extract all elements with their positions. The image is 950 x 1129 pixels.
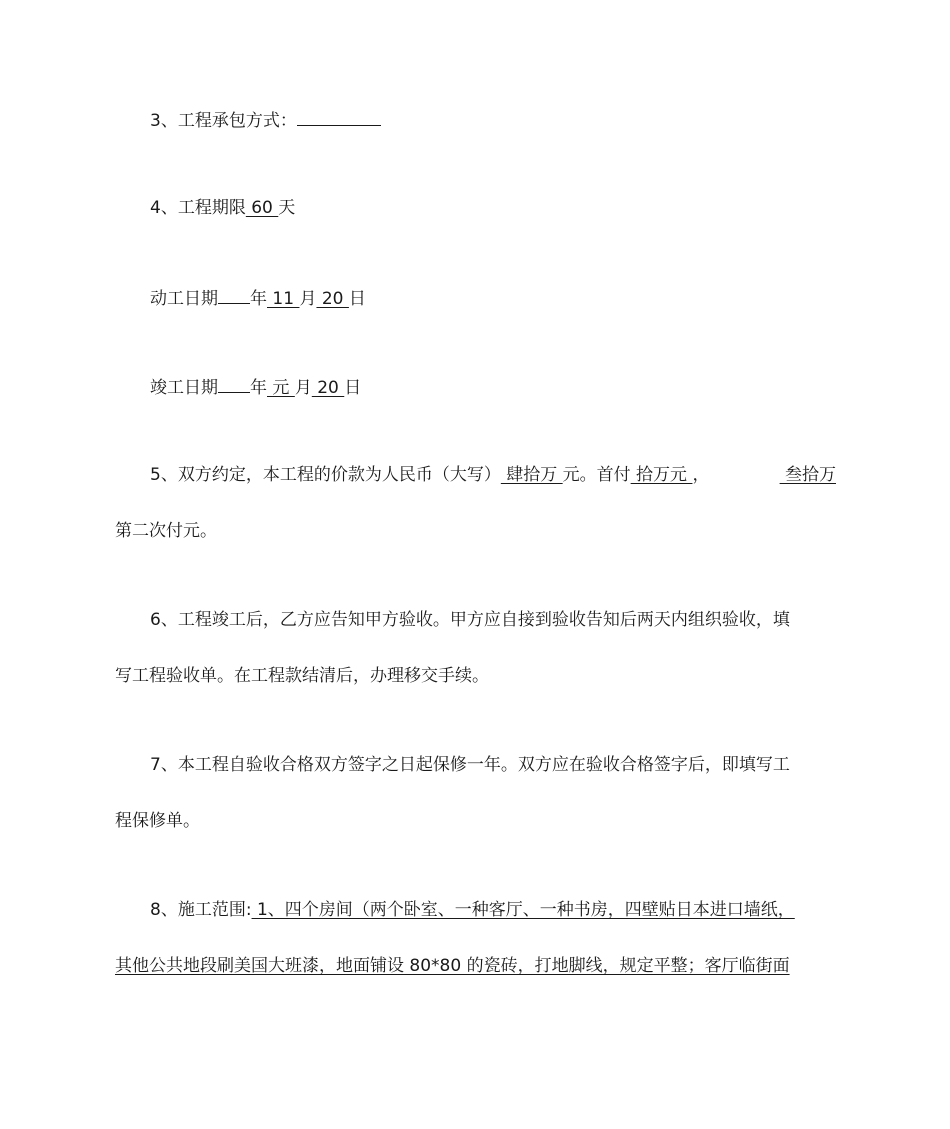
- item-4-line: [150, 197, 295, 219]
- duration-days-unit: 天: [278, 198, 296, 218]
- second-payment-value[interactable]: 叁拾万: [779, 465, 836, 485]
- start-year-blank[interactable]: [218, 286, 250, 304]
- item-8-label: 8、施工范围:: [150, 900, 252, 920]
- start-month-unit: 月: [299, 289, 317, 309]
- price-amount-value[interactable]: 肆拾万: [500, 465, 563, 485]
- end-year-blank[interactable]: [218, 375, 250, 393]
- item-8-line-2: [115, 955, 790, 977]
- item-5-line-2: 第二次付元。: [115, 521, 217, 541]
- start-month-value[interactable]: 11: [267, 289, 300, 309]
- construction-scope-line-2: 其他公共地段刷美国大班漆，地面铺设 80*80 的瓷砖，打地脚线，规定平整；客厅临街面: [115, 956, 790, 976]
- item-3-line: [150, 108, 381, 130]
- item-7-line-1: 7、本工程自验收合格双方签字之日起保修一年。双方应在验收合格签字后，即填写工: [150, 755, 790, 775]
- end-date-line: [150, 375, 361, 397]
- start-date-label: 动工日期: [150, 289, 218, 309]
- start-date-line: [150, 286, 366, 308]
- end-day-value[interactable]: 20: [311, 378, 345, 398]
- start-day-unit: 日: [348, 289, 366, 309]
- item-3-label: 3、工程承包方式：: [150, 111, 297, 131]
- end-day-unit: 日: [344, 378, 362, 398]
- item-5-line-1: [150, 464, 836, 486]
- item-7-line-2: 程保修单。: [115, 811, 200, 831]
- start-day-value[interactable]: 20: [316, 289, 349, 309]
- item-6-line-1: 6、工程竣工后，乙方应告知甲方验收。甲方应自接到验收告知后两天内组织验收，填: [150, 610, 790, 630]
- item-6-line-2: 写工程验收单。在工程款结清后，办理移交手续。: [115, 666, 489, 686]
- contract-method-blank[interactable]: [297, 108, 381, 126]
- end-month-value[interactable]: 元: [267, 378, 295, 398]
- item-8-line-1: [150, 899, 795, 921]
- start-year-unit: 年: [250, 289, 267, 309]
- end-year-unit: 年: [250, 378, 267, 398]
- construction-scope-line-1: 1、四个房间（两个卧室、一种客厅、一种书房，四壁贴日本进口墙纸，: [251, 900, 795, 920]
- item-5-text-2: 元。首付: [562, 465, 631, 485]
- end-date-label: 竣工日期: [150, 378, 218, 398]
- end-month-unit: 月: [294, 378, 312, 398]
- item-5-text-3: ，: [692, 465, 710, 485]
- item-4-label: 4、工程期限: [150, 198, 246, 218]
- duration-days-value[interactable]: 60: [245, 198, 279, 218]
- first-payment-value[interactable]: 拾万元: [630, 465, 693, 485]
- item-5-text-1: 5、双方约定，本工程的价款为人民币（大写）: [150, 465, 501, 485]
